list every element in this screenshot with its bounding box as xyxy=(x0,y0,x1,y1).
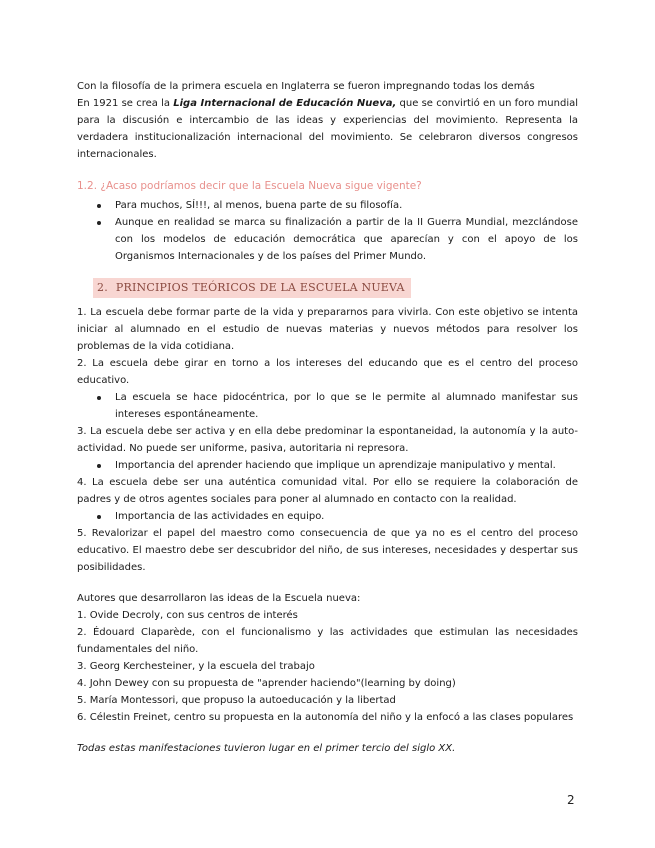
closing-note: Todas estas manifestaciones tuvieron lugar en el primer tercio del siglo XX. xyxy=(77,743,456,754)
subsection-heading: 1.2. ¿Acaso podríamos decir que la Escuela Nueva sigue vigente? xyxy=(77,180,422,192)
intro-text-post: que se convirtió en un foro mundial para la discusión e intercambio de las ideas y experiencias del movimiento. Representa la verdadera institucionalización internacional del movimiento. Se celebraron diversos congresos internacionales. xyxy=(77,98,578,160)
subsection-bullet-list xyxy=(77,197,578,265)
author-item: 3. Georg Kerchesteiner, y la escuela del trabajo xyxy=(77,661,315,672)
liga-name: Liga Internacional de Educación Nueva, xyxy=(173,98,397,109)
section-title: PRINCIPIOS TEÓRICOS DE LA ESCUELA NUEVA xyxy=(115,281,405,294)
principle-2: 2. La escuela debe girar en torno a los intereses del educando que es el centro del proceso educativo. xyxy=(77,358,578,386)
list-item: La escuela se hace pidocéntrica, por lo que se le permite al alumnado manifestar sus intereses espontáneamente. xyxy=(77,389,578,423)
author-item: 5. María Montessori, que propuso la autoeducación y la libertad xyxy=(77,695,396,706)
intro-paragraph xyxy=(77,95,578,163)
list-item: Importancia de las actividades en equipo. xyxy=(77,508,578,525)
principle-4: 4. La escuela debe ser una auténtica comunidad vital. Por ello se requiere la colaboración de padres y de otros agentes sociales para poner al alumnado en contacto con la realidad. xyxy=(77,477,578,505)
intro-text-pre: En 1921 se crea la xyxy=(77,98,174,109)
principle-4-bullets xyxy=(77,508,578,525)
section-heading xyxy=(93,278,411,298)
list-item: Importancia del aprender haciendo que implique un aprendizaje manipulativo y mental. xyxy=(77,457,578,474)
principle-1: 1. La escuela debe formar parte de la vida y prepararnos para vivirla. Con este objetivo se intenta iniciar al alumnado en el estudio de nuevas materias y nuevos métodos para resolver los problemas de la vida cotidiana. xyxy=(77,307,578,352)
principle-3-bullets xyxy=(77,457,578,474)
list-item: Para muchos, SÍ!!!, al menos, buena parte de su filosofía. xyxy=(77,197,578,214)
author-item: 2. Édouard Claparède, con el funcionalismo y las actividades que estimulan las necesidades fundamentales del niño. xyxy=(77,627,578,655)
author-item: 6. Célestin Freinet, centro su propuesta en la autonomía del niño y la enfocó a las clases populares xyxy=(77,712,574,723)
bullet-icon xyxy=(97,396,101,400)
authors-intro: Autores que desarrollaron las ideas de la Escuela nueva: xyxy=(77,593,361,604)
document-page xyxy=(77,78,578,757)
author-item: 1. Ovide Decroly, con sus centros de interés xyxy=(77,610,298,621)
principle-3: 3. La escuela debe ser activa y en ella debe predominar la espontaneidad, la autonomía y la auto-actividad. No puede ser uniforme, pasiva, autoritaria ni represora. xyxy=(77,426,578,454)
bullet-icon xyxy=(97,464,101,468)
principle-5: 5. Revalorizar el papel del maestro como consecuencia de que ya no es el centro del proceso educativo. El maestro debe ser descubridor del niño, de sus intereses, necesidades y despertar sus posibilidades. xyxy=(77,528,578,573)
intro-line: Con la filosofía de la primera escuela en Inglaterra se fueron impregnando todas los demás xyxy=(77,81,535,92)
author-item: 4. John Dewey con su propuesta de "aprender haciendo"(learning by doing) xyxy=(77,678,456,689)
bullet-icon xyxy=(97,515,101,519)
bullet-icon xyxy=(97,204,101,208)
page-number: 2 xyxy=(567,793,575,807)
principle-2-bullets xyxy=(77,389,578,423)
section-number: 2. xyxy=(97,281,108,294)
bullet-icon xyxy=(97,221,101,225)
list-item: Aunque en realidad se marca su finalización a partir de la II Guerra Mundial, mezclándose con los modelos de educación democrática que aparecían y con el apoyo de los Organismos Internacionales y de los países del Primer Mundo. xyxy=(77,214,578,265)
